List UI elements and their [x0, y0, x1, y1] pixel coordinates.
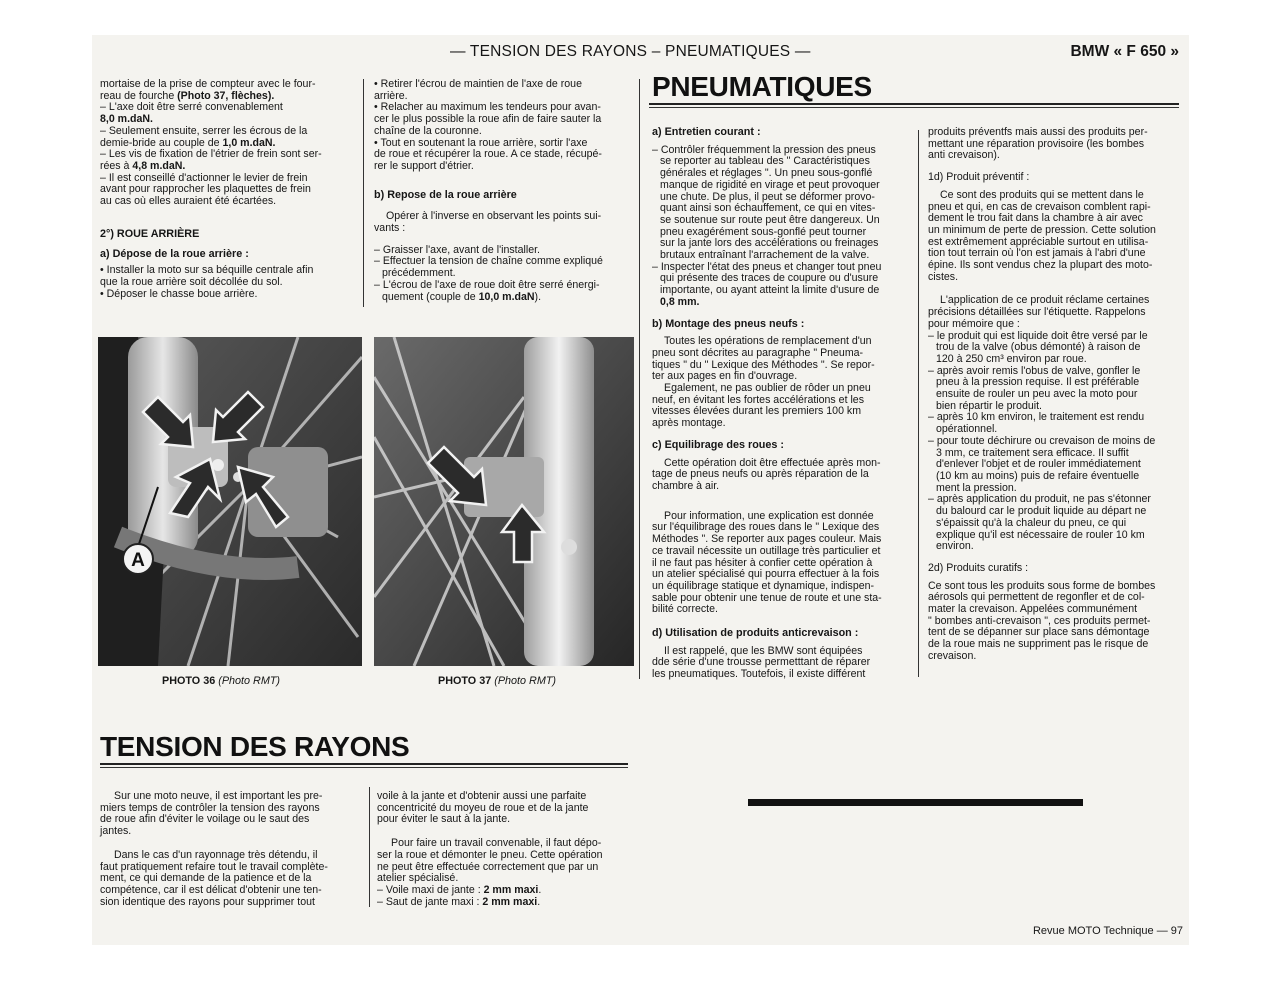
text-line: se reporter au tableau des " Caractéristiques — [660, 155, 870, 168]
text-line: générales et réglages ". Un pneu sous-gonflé — [660, 167, 873, 180]
tension-column-1 — [100, 791, 355, 908]
text-line: cistes. — [928, 270, 959, 283]
subsection-heading: 1d) Produit préventif : — [928, 171, 1030, 184]
text-line: vants : — [374, 222, 406, 235]
column-divider — [639, 79, 640, 679]
text-line: rer le support d'étrier. — [374, 159, 474, 172]
subsection-heading: a) Dépose de la roue arrière : — [100, 248, 249, 261]
text-line: jantes. — [100, 825, 132, 838]
section-heading: 2°) ROUE ARRIÈRE — [100, 227, 200, 240]
subsection-heading: b) Montage des pneus neufs : — [652, 317, 805, 330]
text-span-bold: 4,8 m.daN. — [132, 159, 186, 172]
caption-italic: (Photo RMT) — [215, 675, 281, 687]
text-line: pneu exagérément sous-gonflé peut tourner — [660, 225, 867, 238]
text-line: avant pour rapprocher les plaquettes de frein — [100, 183, 311, 196]
text-line: quant ainsi son échauffement, ce qui en vites- — [660, 202, 876, 215]
column-2 — [374, 79, 632, 303]
text-line: environ. — [936, 540, 974, 553]
photo-37-caption — [438, 675, 556, 687]
photo-36-caption — [162, 675, 280, 687]
subsection-heading: 2d) Produits curatifs : — [928, 561, 1029, 574]
text-line: se soutenue sur route peut être dangereux. Un — [660, 213, 880, 226]
text-span: . — [537, 895, 541, 908]
text-line: – après 10 km environ, le traitement est rendu — [928, 411, 1145, 424]
text-line: de roue afin d'éviter le voilage ou le saut des — [100, 813, 310, 826]
title-rule — [649, 103, 1179, 105]
text-line: Cette opération doit être effectuée après mon- — [664, 456, 881, 469]
text-line: une chute. De plus, il peut se déformer provo- — [660, 190, 875, 203]
text-line: – Seulement ensuite, serrer les écrous de la — [100, 124, 308, 137]
text-line: tiques " du " Lexique des Méthodes ". Se repor- — [652, 358, 875, 371]
text-line: sur l'équilibrage des roues dans le " Lexique des — [652, 521, 880, 534]
subsection-heading: d) Utilisation de produits anticrevaison : — [652, 627, 859, 640]
text-line: Egalement, ne pas oublier de rôder un pneu — [664, 382, 871, 395]
text-line: chaîne de la couronne. — [374, 124, 482, 137]
text-line: que la roue arrière soit décollée du sol. — [100, 275, 283, 288]
text-span-bold: 2 mm maxi — [482, 895, 538, 908]
scanned-page — [92, 35, 1189, 945]
photo-37-illustration — [374, 337, 634, 666]
text-line: mater la crevaison. Appelées communément — [928, 603, 1138, 616]
text-line: après montage. — [652, 417, 726, 430]
text-line: Pour information, une explication est donnée — [664, 509, 874, 522]
text-line: dement le trou fait dans la chambre à air avec — [928, 212, 1143, 225]
text-span: ). — [534, 290, 542, 303]
subsection-heading: b) Repose de la roue arrière — [374, 188, 517, 201]
text-line: atelier spécialisé. — [377, 872, 459, 885]
text-line: 8,0 m.daN. — [100, 113, 153, 126]
text-line: Ce sont des produits qui se mettent dans le — [940, 188, 1144, 201]
text-line: explique qu'il est nécessaire de rouler 10 km — [936, 528, 1145, 541]
text-line: pneu à la pression requise. Il est préférable — [936, 376, 1140, 389]
text-line: pour mémoire que : — [928, 317, 1020, 330]
text-line: Dans le cas d'un rayonnage très détendu, il — [114, 848, 318, 861]
text-line: faut pratiquement refaire tout le travail complète- — [100, 860, 328, 873]
text-span: – Voile maxi de jante : — [377, 883, 484, 896]
column-divider — [363, 79, 364, 307]
text-line: mettant une réparation provisoire (les bombes — [928, 137, 1145, 150]
subsection-heading: a) Entretien courant : — [652, 126, 761, 138]
text-line: du balourd car le produit liquide au départ ne — [936, 505, 1147, 518]
caption-bold: PHOTO 37 — [438, 675, 492, 687]
text-line: L'application de ce produit réclame certaines — [940, 294, 1150, 307]
text-line: tage de pneus neufs ou après réparation de la — [652, 468, 869, 481]
subsection-heading: c) Equilibrage des roues : — [652, 438, 784, 451]
text-line: épine. Ils sont vendus chez la plupart des moto- — [928, 259, 1153, 272]
text-span-bold: 2 mm maxi — [483, 883, 539, 896]
text-line: aérosols qui permettent de regonfler et de col- — [928, 591, 1145, 604]
text-line: Sur une moto neuve, il est important les pre- — [114, 790, 323, 802]
text-span: quement (couple de — [382, 290, 479, 303]
text-line: sion identique des rayons pour supprimer tout — [100, 895, 315, 908]
page-footer: Revue MOTO Technique — 97 — [1032, 925, 1183, 937]
column-3 — [652, 127, 910, 681]
text-line: pneu et qui, en cas de crevaison comblent rapi- — [928, 200, 1151, 213]
text-line: précédemment. — [382, 267, 456, 280]
text-line: Ce sont tous les produits sous forme de bombes — [928, 579, 1156, 592]
tension-title: TENSION DES RAYONS — [100, 731, 410, 762]
text-span-bold: 1,0 m.daN. — [222, 136, 276, 149]
text-line: tion tout terrain où l'on est jamais à l'abri d'une — [928, 247, 1146, 260]
text-line: cer le plus possible la roue afin de faire sauter la — [374, 113, 602, 126]
text-line: • Installer la moto sur sa béquille centrale afin — [100, 264, 314, 277]
text-line: au cas où elles auraient été écartées. — [100, 195, 277, 208]
text-line: un atelier spécialisé qui pourra effectuer à la fois — [652, 568, 880, 581]
text-line: chambre à air. — [652, 479, 720, 492]
text-line: – après application du produit, ne pas s'étonner — [928, 493, 1151, 506]
text-line: neuf, en évitant les fortes accélérations et les — [652, 393, 864, 406]
text-line: Opérer à l'inverse en observant les points sui- — [386, 210, 602, 223]
text-line — [100, 161, 352, 173]
text-line: un minimum de perte de pression. Cette solution — [928, 223, 1156, 236]
text-line: ce travail nécessite un outillage très particulier et — [652, 544, 881, 557]
text-line: (10 km au moins) puis de refaire éventuelle — [936, 469, 1140, 482]
text-line: importante, ou ayant atteint la limite d'usure de — [660, 284, 880, 297]
caption-italic: (Photo RMT) — [491, 675, 557, 687]
text-span: demie-bride au couple de — [100, 136, 223, 149]
text-line: ment la pression. — [936, 481, 1017, 494]
text-line: vitesses élevées durant les premiers 100 km — [652, 405, 862, 418]
text-line: Toutes les opérations de remplacement d'un — [664, 335, 872, 348]
text-line: – Effectuer la tension de chaîne comme expliqué — [374, 255, 603, 268]
text-line: miers temps de contrôler la tension des rayons — [100, 801, 320, 814]
title-rule — [100, 767, 628, 768]
text-line: – Il est conseillé d'actionner le levier de frein — [100, 171, 308, 184]
black-bar — [748, 799, 1083, 806]
text-span: . — [538, 883, 542, 896]
text-line: ensuite de rouler un peu avec la moto pour — [936, 388, 1138, 401]
text-line: ser la roue et démonter le pneu. Cette opération — [377, 848, 603, 861]
text-line: il ne faut pas hésiter à confier cette opération à — [652, 556, 873, 569]
text-line: bilité correcte. — [652, 603, 718, 616]
text-line: qui présente des traces de coupure ou d'usure — [660, 272, 879, 285]
photo-37 — [374, 337, 634, 666]
text-line: • Retirer l'écrou de maintien de l'axe de roue — [374, 78, 582, 90]
text-line: voile à la jante et d'obtenir aussi une parfaite — [377, 790, 587, 802]
photo-label-a: A — [131, 550, 145, 571]
tension-column-2 — [377, 791, 632, 908]
text-line: les pneumatiques. Toutefois, il existe différent — [652, 668, 866, 681]
text-span-bold: (Photo 37, flèches). — [177, 89, 275, 102]
title-rule — [100, 763, 628, 765]
photo-36 — [98, 337, 362, 666]
text-line — [377, 897, 632, 909]
text-line: manque de rigidité en virage et peut provoquer — [660, 178, 880, 191]
text-line: " bombes anti-crevaison ", ces produits permet- — [928, 614, 1151, 627]
text-line: ment, ce qui demande de la patience et de la — [100, 872, 312, 885]
text-line: précisions détaillées sur l'étiquette. Rappelons — [928, 306, 1146, 319]
column-4 — [928, 127, 1182, 663]
column-divider — [369, 787, 370, 907]
text-line: bien répartir le produit. — [936, 399, 1042, 412]
text-line: sable pour obtenir une tenue de route et une sta- — [652, 591, 882, 604]
text-line: – le produit qui est liquide doit être versé par le — [928, 329, 1148, 342]
text-line: crevaison. — [928, 649, 977, 662]
text-span-bold: 10,0 m.daN — [478, 290, 535, 303]
pneumatiques-title: PNEUMATIQUES — [652, 71, 872, 102]
text-line: – L'axe doit être serré convenablement — [100, 101, 283, 114]
text-line: d'enlever l'objet et de rouler immédiatement — [936, 458, 1141, 471]
text-line: 0,8 mm. — [660, 295, 700, 308]
text-line: mortaise de la prise de compteur avec le four- — [100, 78, 316, 90]
text-line: de la roue mais ne suppriment pas le risque de — [928, 638, 1149, 651]
text-line: – L'écrou de l'axe de roue doit être serré énergi- — [374, 278, 600, 291]
text-line: – Contrôler fréquemment la pression des pneus — [652, 143, 876, 156]
text-span: rées à — [100, 159, 133, 172]
text-line: de roue et récupérer la roue. A ce stade, récupé- — [374, 148, 602, 161]
text-line: est extrêmement appréciable surtout en utilisa- — [928, 235, 1149, 248]
text-line: opérationnel. — [936, 423, 998, 436]
text-line: • Relacher au maximum les tendeurs pour avan- — [374, 101, 601, 114]
column-1 — [100, 79, 352, 300]
caption-bold: PHOTO 36 — [162, 675, 216, 687]
text-span: – Saut de jante maxi : — [377, 895, 483, 908]
text-line: ne peut être effectuée correctement que par un — [377, 860, 599, 873]
text-line: – après avoir remis l'obus de valve, gonfler le — [928, 364, 1141, 377]
text-line: s'épaissit qu'à la chaleur du pneu, ce qui — [936, 516, 1127, 529]
text-line: anti crevaison). — [928, 149, 1000, 162]
text-line: compétence, car il est délicat d'obtenir une ten- — [100, 883, 322, 896]
text-line: 120 à 250 cm³ environ par roue. — [936, 352, 1087, 365]
text-line: tent de se dépanner sur place sans démontage — [928, 626, 1150, 639]
text-line — [374, 292, 632, 304]
text-line: brutaux entraînant l'arrachement de la valve. — [660, 249, 870, 262]
header-brand: BMW « F 650 » — [1070, 43, 1179, 60]
text-line: concentricité du moyeu de roue et de la jante — [377, 801, 589, 814]
text-span: reau de fourche — [100, 89, 178, 102]
text-line: Il est rappelé, que les BMW sont équipées — [664, 644, 863, 657]
text-line: produits préventfs mais aussi des produits per- — [928, 126, 1148, 138]
header-title: — TENSION DES RAYONS – PNEUMATIQUES — — [450, 43, 811, 60]
text-line: un équilibrage statique et dynamique, indispen- — [652, 579, 875, 592]
text-line: pour éviter le saut à la jante. — [377, 813, 511, 826]
text-line: • Déposer le chasse boue arrière. — [100, 287, 258, 300]
text-line: – Graisser l'axe, avant de l'installer. — [374, 243, 540, 256]
text-line: sur la jante lors des accélérations ou freinages — [660, 237, 879, 250]
text-line: pneu sont décrites au paragraphe " Pneuma- — [652, 346, 864, 359]
text-line: – Inspecter l'état des pneus et changer tout pneu — [652, 260, 882, 273]
column-divider — [918, 130, 919, 677]
photo-36-illustration — [98, 337, 362, 666]
title-rule — [649, 107, 1179, 108]
text-line: ter aux pages en fin d'ouvrage. — [652, 370, 798, 383]
text-line: – pour toute déchirure ou crevaison de moins de — [928, 434, 1156, 447]
text-line: Méthodes ". Se reporter aux pages couleur. Mais — [652, 533, 882, 546]
text-line: trou de la valve (obus démonté) à raison de — [936, 341, 1141, 354]
text-line: dde série d'une trousse permetttant de réparer — [652, 656, 871, 669]
text-line: Pour faire un travail convenable, il faut dépo- — [391, 837, 602, 850]
text-line: • Tout en soutenant la roue arrière, sortir l'axe — [374, 136, 588, 149]
text-line: arrière. — [374, 89, 408, 102]
text-line: 3 mm, ce traitement sera efficace. Il suffit — [936, 446, 1129, 459]
text-line: – Les vis de fixation de l'étrier de frein sont ser- — [100, 148, 322, 161]
